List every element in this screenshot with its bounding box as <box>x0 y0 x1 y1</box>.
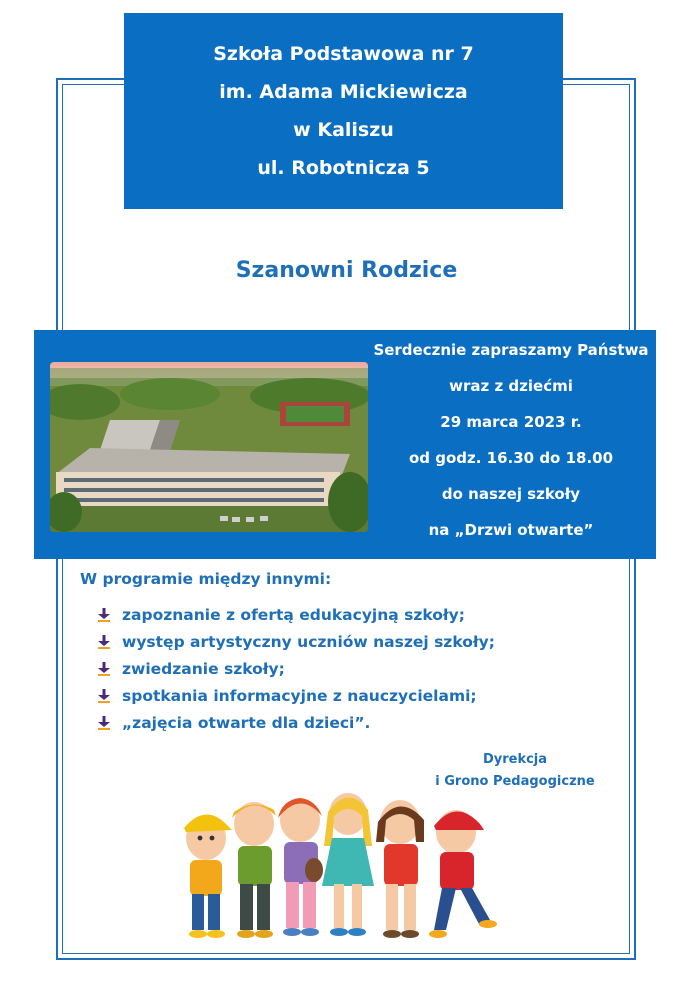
invitation-event: na „Drzwi otwarte” <box>428 521 594 539</box>
greeting-heading: Szanowni Rodzice <box>235 258 458 283</box>
school-photo <box>50 362 368 532</box>
school-header <box>124 13 563 209</box>
child-figure <box>232 802 276 938</box>
list-item <box>98 682 495 709</box>
school-patron: im. Adama Mickiewicza <box>219 81 468 103</box>
school-address: ul. Robotnicza 5 <box>257 157 430 179</box>
program-item-text: występ artystyczny uczniów naszej szkoły; <box>122 632 495 651</box>
program-list <box>98 601 495 736</box>
list-item <box>98 655 495 682</box>
program-item-text: spotkania informacyjne z nauczycielami; <box>122 686 477 705</box>
school-name: Szkoła Podstawowa nr 7 <box>213 43 474 65</box>
signature <box>420 749 610 793</box>
signature-line-1: Dyrekcja <box>482 752 548 767</box>
down-arrow-bullet-icon <box>98 689 110 703</box>
down-arrow-bullet-icon <box>98 635 110 649</box>
down-arrow-bullet-icon <box>98 716 110 730</box>
invitation-text <box>370 332 652 548</box>
child-figure <box>184 814 232 938</box>
invitation-date: 29 marca 2023 r. <box>440 413 582 431</box>
invitation-line: Serdecznie zapraszamy Państwa <box>373 341 649 359</box>
invitation-line: wraz z dziećmi <box>449 377 573 395</box>
child-figure <box>278 798 323 936</box>
program-item-text: „zajęcia otwarte dla dzieci”. <box>122 713 371 732</box>
child-figure <box>429 810 497 938</box>
program-item-text: zapoznanie z ofertą edukacyjną szkoły; <box>122 605 465 624</box>
children-illustration <box>166 790 506 950</box>
signature-line-2: i Grono Pedagogiczne <box>435 774 595 789</box>
child-figure <box>322 793 374 936</box>
down-arrow-bullet-icon <box>98 608 110 622</box>
invitation-time: od godz. 16.30 do 18.00 <box>408 449 614 467</box>
down-arrow-bullet-icon <box>98 662 110 676</box>
school-city: w Kaliszu <box>293 119 394 141</box>
program-item-text: zwiedzanie szkoły; <box>122 659 285 678</box>
list-item <box>98 709 495 736</box>
invitation-line: do naszej szkoły <box>441 485 581 503</box>
list-item <box>98 601 495 628</box>
child-figure <box>376 800 424 938</box>
list-item <box>98 628 495 655</box>
program-title: W programie między innymi: <box>80 570 332 588</box>
